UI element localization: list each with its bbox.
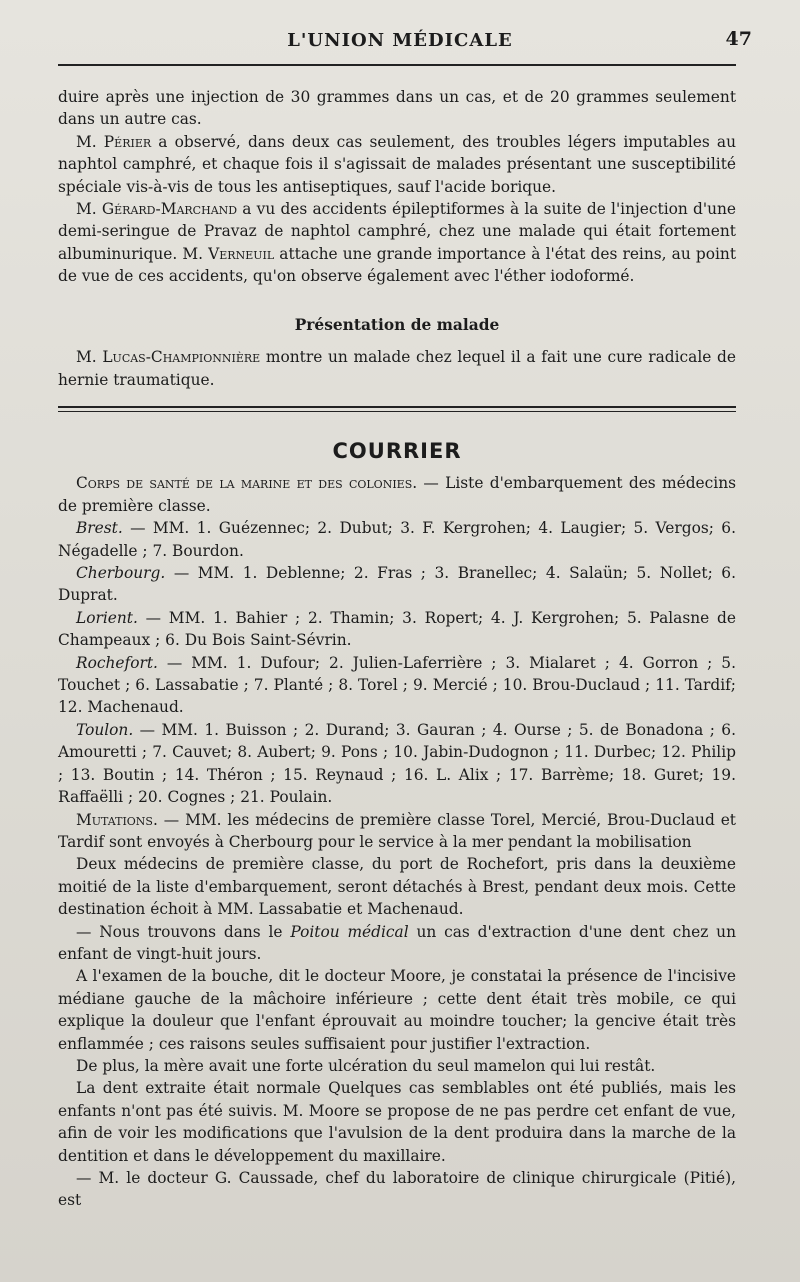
paragraph-caussade: — M. le docteur G. Caussade, chef du laboratoire de clinique chirurgicale (Pitié), est [58, 1169, 736, 1210]
running-head: L'UNION MÉDICALE [287, 30, 513, 51]
paragraph-examen: A l'examen de la bouche, dit le docteur Moore, je constatai la présence de l'incisive médiane gauche de la mâchoire inférieure ; cette dent était très mobile, ce qui explique la douleur que l'enfant éprouvait au moindre toucher; la gencive était très enflammée ; ces raisons seules suffisaient pour justifier l'extraction. [58, 967, 736, 1053]
list-text: — MM. 1. Guézennec; 2. Dubut; 3. F. Kergrohen; 4. Laugier; 5. Vergos; 6. Négadelle ; 7. Bourdon. [58, 519, 736, 560]
paragraph-text: attache une grande importance à l'état des reins, au point de vue de ces accidents, qu'on observe également avec l'éther iodoformé. [58, 244, 737, 286]
paragraph-text: un cas d'extraction d'une dent chez un enfant de vingt-huit jours. [58, 922, 736, 963]
paragraph-text: — MM. les médecins de première classe Torel, Mercié, Brou-Duclaud et Tardif sont envoyés à Cherbourg pour le service à la mer pendant la mobilisation [58, 810, 736, 851]
section-heading: Présentation de malade [294, 316, 500, 334]
presentation-section [58, 314, 736, 391]
paragraph-lucas-championniere [58, 346, 736, 391]
paragraph-text: a observé, dans deux cas seulement, des troubles légers imputables au naphtol camphré, et chaque fois il s'agissait de malades présentant une susceptibilité spéciale vis-à-vis de tous les antiseptiques, sauf l'acide borique. [58, 132, 736, 196]
paragraph-corps [58, 472, 736, 517]
section-divider [58, 406, 736, 412]
port-label: Brest. [76, 519, 123, 538]
port-label: Lorient. [76, 608, 138, 627]
rubric-label: Corps de santé de la marine et des colonies. [76, 474, 418, 493]
paragraph-mere: De plus, la mère avait une forte ulcération du seul mamelon qui lui restât. [76, 1056, 656, 1075]
paragraph-perier [58, 131, 736, 198]
journal-title: Poitou médical [290, 922, 409, 941]
author-name: M. Périer [76, 132, 152, 151]
paragraph-gerard-marchand [58, 198, 736, 288]
port-label: Rochefort. [76, 653, 158, 672]
paragraph-poitou [58, 921, 736, 966]
paragraph-text: — Nous trouvons dans le [76, 922, 291, 941]
paragraph-deux-medecins: Deux médecins de première classe, du port de Rochefort, pris dans la deuxième moitié de la liste d'embarquement, seront détachés à Brest, pendant deux mois. Cette destination échoit à MM. Lassabatie et Machenaud. [58, 855, 736, 919]
list-text: — MM. 1. Dufour; 2. Julien-Laferrière ; 3. Mialaret ; 4. Gorron ; 5. Touchet ; 6. Lassabatie ; 7. Planté ; 8. Torel ; 9. Mercié ; 10. Brou-Duclaud ; 11. Tardif; 12. Machenaud. [58, 653, 736, 717]
paragraph-text: montre un malade chez lequel il a fait une cure radicale de hernie traumatique. [58, 348, 736, 389]
port-label: Cherbourg. [76, 564, 166, 583]
port-label: Toulon. [76, 720, 134, 739]
page-header [0, 26, 800, 60]
list-rochefort [58, 652, 736, 719]
paragraph-text: — Liste d'embarquement des médecins de première classe. [58, 474, 737, 515]
paragraph-text: a vu des accidents épileptiformes à la suite de l'injection d'une demi-seringue de Pravaz de naphtol camphré, chez une malade qui était fortement albuminurique. [58, 200, 737, 263]
author-name: M. Lucas-Championnière [76, 348, 261, 367]
courrier-section [58, 440, 736, 1212]
list-text: — MM. 1. Deblenne; 2. Fras ; 3. Branellec; 4. Salaün; 5. Nollet; 6. Duprat. [58, 564, 736, 605]
header-rule [58, 64, 736, 66]
page-number: 47 [725, 28, 752, 50]
paragraph-continuation: duire après une injection de 30 grammes dans un cas, et de 20 grammes seulement dans un autre cas. [58, 88, 736, 129]
list-text: — MM. 1. Buisson ; 2. Durand; 3. Gauran ; 4. Ourse ; 5. de Bonadona ; 6. Amouretti ; 7. Cauvet; 8. Aubert; 9. Pons ; 10. Jabin-Dudognon ; 11. Durbec; 12. Philip ; 13. Boutin ; 14. Théron ; 15. Reynaud ; 16. L. Alix ; 17. Barrème; 18. Guret; 19. Raffaëlli ; 20. Cognes ; 21. Poulain. [58, 720, 736, 807]
courrier-heading: COURRIER [332, 439, 462, 463]
list-lorient [58, 607, 736, 652]
author-name: M. Verneuil [182, 244, 275, 263]
list-brest [58, 517, 736, 562]
list-text: — MM. 1. Bahier ; 2. Thamin; 3. Ropert; 4. J. Kergrohen; 5. Palasne de Champeaux ; 6. Du Bois Saint-Sévrin. [58, 608, 736, 650]
rubric-label: Mutations. [76, 810, 158, 829]
intro-section [58, 86, 736, 288]
paragraph-mutations [58, 809, 736, 854]
list-toulon [58, 719, 736, 809]
author-name: M. Gérard-Marchand [76, 200, 238, 219]
list-cherbourg [58, 562, 736, 607]
paragraph-dent: La dent extraite était normale Quelques cas semblables ont été publiés, mais les enfants n'ont pas été suivis. M. Moore se propose de ne pas perdre cet enfant de vue, afin de voir les modifications que l'avulsion de la dent produira dans la marche de la dentition et dans le développement du maxillaire. [58, 1079, 736, 1165]
double-rule [58, 406, 736, 412]
